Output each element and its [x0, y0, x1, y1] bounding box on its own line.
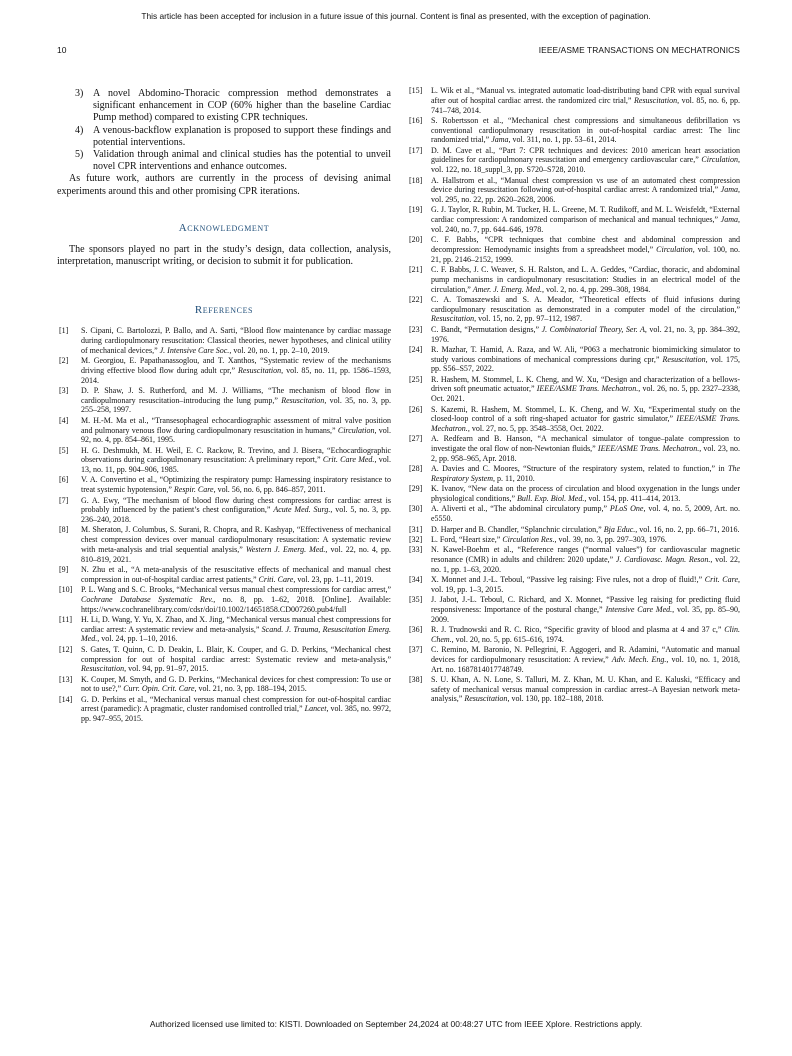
reference-details: , vol. 175, pp. S56–S57, 2022. [431, 354, 740, 374]
reference-number: [20] [409, 235, 423, 245]
reference-text: A. Redfearn and B. Hanson, “A mechanical simulator of tongue–palate compression to investigate the oral flow of non-Newtonian fluids,” [431, 434, 740, 454]
reference-number: [16] [409, 115, 423, 125]
reference-text: P. L. Wang and S. C. Brooks, “Mechanical versus manual chest compressions for cardiac arrest,” [81, 585, 391, 595]
reference-number: [27] [409, 434, 423, 444]
item-text: Validation through animal and clinical studies has the potential to unveil novel CPR interventions and enhance outcomes. [93, 149, 391, 173]
reference-details: , vol. 20, no. 1, pp. 2–10, 2019. [229, 345, 330, 355]
reference-item [57, 475, 391, 495]
reference-text: X. Monnet and J.-L. Teboul, “Passive leg raising: Five rules, not a drop of fluid!,” [431, 575, 705, 585]
reference-number: [15] [409, 86, 423, 95]
reference-details: , vol. 295, no. 22, pp. 2620–2628, 2006. [431, 185, 740, 205]
reference-number: [7] [59, 495, 69, 505]
reference-venue: Criti. Care [258, 574, 294, 584]
reference-details: , vol. 85, no. 6, pp. 741–748, 2014. [431, 95, 740, 115]
reference-details: , vol. 100, no. 21, pp. 2146–2152, 1999. [431, 244, 740, 264]
reference-item [57, 645, 391, 674]
reference-details: , vol. 4, no. 5, 2009, Art. no. e5550. [431, 504, 740, 524]
reference-item [57, 565, 391, 585]
license-footer: Authorized licensed use limited to: KISTI. Downloaded on September 24,2024 at 00:48:27 UTC from IEEE Xplore. Restrictions apply. [149, 1019, 643, 1029]
reference-text: C. Remino, M. Baronio, N. Pellegrini, F. Aggogeri, and R. Adamini, “Automatic and manual devices for cardiopulmonary resuscitation: A review,” [431, 645, 740, 664]
reference-number: [13] [59, 674, 73, 684]
reference-venue: Amer. J. Emerg. Med. [472, 284, 543, 294]
reference-item [57, 446, 391, 475]
reference-details: , vol. 13, no. 11, pp. 904–906, 1985. [81, 455, 392, 475]
reference-details: , vol. 35, pp. 85–90, 2009. [431, 604, 740, 624]
reference-text: A. Hallstrom et al., “Manual chest compression vs use of an automated chest compression device during resuscitation following out-of-hospital cardiac arrest: A randomized trial,” [431, 175, 740, 195]
reference-text: H. Li, D. Wang, Y. Yu, X. Zhao, and X. Jing, “Mechanical versus manual chest compressions for cardiac arrest: A systematic review and meta-analysis,” [81, 614, 391, 634]
reference-item [407, 504, 740, 524]
reference-text: A. Aliverti et al., “The abdominal circulatory pump,” [431, 504, 610, 514]
reference-number: [8] [59, 525, 69, 535]
reference-venue: Adv. Mech. Eng. [611, 654, 667, 664]
reference-number: [22] [409, 294, 423, 304]
reference-number: [35] [409, 595, 423, 605]
reference-number: [3] [59, 385, 69, 395]
reference-item [407, 295, 740, 324]
item-text: A novel Abdomino-Thoracic compression method demonstrates a significant enhancement in COP (60% higher than the baseline Cardiac Pump method) compared to existing CPR techniques. [93, 88, 391, 124]
reference-number: [21] [409, 265, 423, 275]
reference-item [57, 416, 391, 445]
reference-item [407, 675, 740, 704]
reference-number: [19] [409, 205, 423, 215]
reference-text: D. M. Cave et al., “Part 7: CPR techniques and devices: 2010 american heart association guidelines for cardiopulmonary resuscitation and emergency cardiovascular care,” [431, 145, 740, 165]
reference-details: , vol. 21, no. 3, pp. 188–194, 2015. [194, 684, 307, 694]
reference-list-left [57, 326, 391, 724]
reference-text: K. Ivanov, “New data on the process of circulation and blood oxygenation in the lungs under physiological conditions,” [431, 484, 740, 504]
reference-details: , vol. 94, pp. 91–97, 2015. [124, 664, 209, 674]
reference-venue: Bull. Exp. Biol. Med. [517, 494, 585, 504]
reference-venue: Bja Educ. [603, 524, 636, 534]
reference-text: K. Couper, M. Smyth, and G. D. Perkins, “Mechanical devices for chest compression: To use or not to use?,” [81, 674, 391, 694]
reference-details: , vol. 26, no. 5, pp. 2327–2338, Oct. 2021. [431, 384, 740, 404]
reference-number: [17] [409, 145, 423, 155]
reference-details: , vol. 240, no. 7, pp. 644–646, 1978. [431, 215, 740, 234]
reference-venue: Crit. Care Med. [322, 455, 375, 465]
reference-number: [18] [409, 175, 423, 185]
reference-details: , vol. 5, no. 3, pp. 236–240, 2018. [81, 505, 391, 525]
reference-details: , vol. 27, no. 5, pp. 3548–3558, Oct. 2022. [467, 424, 604, 434]
reference-text: R. J. Trudnowski and R. C. Rico, “Specific gravity of blood and plasma at 4 and 37 c,” [431, 624, 725, 634]
reference-item [407, 265, 740, 294]
reference-item [407, 575, 740, 595]
reference-number: [14] [59, 694, 73, 704]
reference-details: , p. 11, 2010. [493, 473, 535, 483]
reference-number: [26] [409, 404, 423, 414]
reference-number: [25] [409, 374, 423, 384]
reference-venue: Circulation [337, 425, 375, 435]
item-text: A venous-backflow explanation is proposed to support these findings and potential interventions. [93, 124, 391, 148]
reference-number: [12] [59, 644, 73, 654]
acknowledgment-heading: Acknowledgment [178, 221, 270, 234]
reference-number: [38] [409, 674, 423, 684]
reference-text: J. Jabot, J.-L. Teboul, C. Richard, and X. Monnet, “Passive leg raising for predicting fluid responsiveness: Importance of the postural change,” [431, 595, 740, 614]
reference-venue: Curr. Opin. Crit. Care [123, 684, 195, 694]
right-column [407, 86, 740, 705]
item-number: 5) [75, 149, 84, 161]
reference-text: A. Davies and C. Moores, “Structure of the respiratory system, related to function,” in [431, 464, 728, 474]
reference-item [407, 625, 740, 645]
reference-text: V. A. Convertino et al., “Optimizing the respiratory pump: Harnessing inspiratory resistance to treat systemic hypotension,” [81, 475, 391, 495]
reference-text: H. G. Deshmukh, M. H. Weil, E. C. Rackow, R. Trevino, and J. Bisera, “Echocardiographic observations during cardiopulmonary resuscitation: A preliminary report,” [81, 445, 391, 465]
reference-item [407, 176, 740, 205]
reference-item [57, 496, 391, 525]
reference-number: [33] [409, 545, 423, 555]
reference-item [407, 345, 740, 374]
reference-number: [11] [59, 614, 73, 624]
page-number: 10 [57, 45, 67, 55]
reference-item [407, 205, 740, 234]
reference-venue: Resuscitation [81, 664, 125, 674]
reference-details: , vol. 92, no. 4, pp. 854–861, 1995. [81, 425, 391, 445]
reference-details: , vol. 154, pp. 411–414, 2013. [584, 494, 681, 504]
reference-venue: J. Intensive Care Soc. [159, 345, 230, 355]
left-column [57, 88, 391, 725]
reference-number: [5] [59, 445, 69, 455]
reference-venue: Resuscitation [281, 395, 325, 405]
reference-item [57, 525, 391, 564]
reference-venue: Circulation [701, 155, 738, 165]
reference-item [407, 325, 740, 345]
reference-item [407, 434, 740, 463]
reference-text: C. F. Babbs, J. C. Weaver, S. H. Ralston, and L. A. Geddes, “Cardiac, thoracic, and abdominal pump mechanisms in cardiopulmonary resuscitation: Studies in an electrical model of the circulation,” [431, 265, 740, 294]
reference-item [57, 386, 391, 415]
reference-venue: Resuscitation [634, 95, 678, 105]
acknowledgment-text: The sponsors played no part in the study’s design, data collection, analysis, interpretation, manuscript writing, or decision to submit it for publication. [57, 243, 391, 268]
reference-text: M. H.-M. Ma et al., “Transesophageal echocardiographic assessment of mitral valve position and pulmonary venous flow during cardiopulmonary resuscitation in humans,” [81, 415, 391, 435]
reference-details: , vol. 39, no. 3, pp. 297–303, 1976. [554, 534, 667, 544]
item-number: 4) [75, 124, 84, 136]
reference-text: S. Kazemi, R. Hashem, M. Stommel, L. K. Cheng, and W. Xu, “Experimental study on the closed-loop control of a soft ring-shaped actuator for gastric simulator,” [431, 404, 740, 424]
reference-item [407, 535, 740, 545]
reference-number: [32] [409, 534, 423, 544]
reference-details: , vol. 19, pp. 1–3, 2015. [431, 575, 740, 594]
reference-details: , vol. 35, no. 3, pp. 255–258, 1997. [81, 395, 391, 415]
reference-item [407, 86, 740, 115]
reference-venue: J. Cardiovasc. Magn. Reson. [615, 554, 711, 564]
reference-details: , vol. 130, pp. 182–188, 2018. [507, 694, 604, 704]
item-number: 3) [75, 88, 84, 99]
reference-number: [37] [409, 645, 423, 655]
reference-text: L. Ford, “Heart size,” [431, 534, 503, 544]
reference-text: S. Cipani, C. Bartolozzi, P. Ballo, and A. Sarti, “Blood flow maintenance by cardiac massage during cardiopulmonary resuscitation: Classical theories, newer hypotheses, and clinical utility of mechanical devices,” [81, 326, 391, 355]
reference-venue: Respir. Care [173, 485, 214, 495]
future-work-paragraph: As future work, authors are currently in the process of devising animal experiments around this and other promising CPR iterations. [57, 173, 391, 197]
reference-details: , vol. 23, pp. 1–11, 2019. [293, 574, 374, 584]
list-item [57, 125, 391, 149]
reference-text: N. Kawel-Boehm et al., “Reference ranges (“normal values”) for cardiovascular magnetic resonance (CMR) in adults and children: 2020 update,” [431, 545, 740, 564]
reference-venue: Resuscitation [662, 354, 706, 364]
reference-item [57, 326, 391, 355]
reference-item [407, 595, 740, 624]
reference-text: N. Zhu et al., “A meta-analysis of the resuscitative effects of mechanical and manual chest compression in out-of-hospital cardiac arrest patients,” [81, 564, 391, 584]
reference-venue: PLoS One [609, 504, 644, 514]
reference-details: , no. 8, pp. 1–62, 2018. [Online]. Available: https://www.cochranelibrary.com/cdsr/doi/10.1002/14651858.CD007260.pub4/full [81, 594, 391, 614]
reference-item [407, 375, 740, 404]
reference-venue: The Respiratory System [431, 464, 740, 483]
list-item [57, 88, 391, 125]
reference-details: , vol. 85, no. 11, pp. 1586–1593, 2014. [81, 365, 391, 385]
reference-details: , vol. 10, no. 1, 2018, Art. no. 1687814017748749. [431, 654, 741, 674]
reference-text: G. A. Ewy, “The mechanism of blood flow during chest compressions for cardiac arrest is probably influenced by the patient’s chest configuration,” [81, 495, 391, 515]
reference-item [407, 545, 740, 574]
reference-venue: Resuscitation [464, 694, 508, 704]
reference-number: [31] [409, 524, 423, 534]
reference-venue: Acute Med. Surg. [273, 505, 331, 515]
reference-number: [36] [409, 624, 423, 634]
reference-text: S. Gates, T. Quinn, C. D. Deakin, L. Blair, K. Couper, and G. D. Perkins, “Mechanical chest compression for out of hospital cardiac arrest: Systematic review and meta-analysis,” [81, 644, 391, 664]
reference-list-right [407, 86, 740, 704]
reference-details: , vol. 16, no. 2, pp. 66–71, 2016. [635, 524, 740, 534]
reference-text: D. P. Shaw, J. S. Rutherford, and M. J. Williams, “The mechanism of blood flow in cardiopulmonary resuscitation–introducing the lung pump,” [81, 385, 391, 405]
reference-item [57, 675, 391, 695]
reference-text: C. F. Babbs, “CPR techniques that combine chest and abdominal compression and decompression: Hemodynamic insights from a spreadsheet model,” [431, 235, 740, 254]
reference-venue: Intensive Care Med. [605, 604, 673, 614]
reference-item [57, 695, 391, 724]
reference-item [407, 464, 740, 484]
reference-text: L. Wik et al., “Manual vs. integrated automatic load-distributing band CPR with equal survival after out of hospital cardiac arrest. the randomized circ trial,” [431, 86, 740, 105]
reference-text: M. Sheraton, J. Columbus, S. Surani, R. Chopra, and R. Kashyap, “Effectiveness of mechanical chest compression devices over manual cardiopulmonary resuscitation: A systematic review with meta-analysis and trial sequential analysis,” [81, 525, 391, 554]
reference-venue: IEEE/ASME Trans. Mechatron. [536, 384, 639, 394]
reference-item [57, 356, 391, 385]
reference-venue: IEEE/ASME Trans. Mechatron. [597, 444, 700, 454]
reference-text: S. U. Khan, A. N. Lone, S. Talluri, M. Z. Khan, M. U. Khan, and E. Kaluski, “Efficacy and safety of mechanical versus manual compression in cardiac arrest–A Bayesian network meta-analysis,” [431, 674, 740, 704]
reference-venue: Resuscitation [238, 365, 282, 375]
reference-details: , vol. 23, no. 2, pp. 958–965, Apr. 2018. [431, 444, 740, 463]
acceptance-notice: This article has been accepted for inclusion in a future issue of this journal. Content is final as presented, with the exception of pagination. [141, 11, 651, 21]
reference-text: S. Robertsson et al., “Mechanical chest compressions and simultaneous defibrillation vs conventional cardiopulmonary resuscitation in out-of-hospital cardiac arrest: The linc randomized trial,” [431, 115, 740, 145]
reference-text: C. Bandt, “Permutation designs,” [431, 324, 542, 334]
reference-venue: Jama [491, 135, 509, 145]
reference-text: R. Hashem, M. Stommel, L. K. Cheng, and W. Xu, “Design and characterization of a bellows-driven soft pneumatic actuator,” [431, 374, 740, 394]
reference-text: D. Harper and B. Chandler, “Splanchnic circulation,” [431, 524, 604, 534]
reference-venue: Circulation Res. [502, 534, 555, 544]
reference-number: [10] [59, 585, 73, 595]
reference-number: [24] [409, 344, 423, 354]
reference-text: R. Mazhar, T. Hamid, A. Raza, and W. Ali, “P063 a mechatronic biomimicking simulator to study various combinations of mechanical compressions during cpr,” [431, 344, 740, 364]
reference-item [407, 116, 740, 145]
reference-text: M. Georgiou, E. Papathanassoglou, and T. Xanthos, “Systematic review of the mechanisms driving effective blood flow during adult cpr,” [81, 356, 391, 375]
reference-venue: Clin. Chem. [431, 624, 740, 644]
reference-venue: Circulation [656, 244, 693, 254]
reference-details: , vol. 2, no. 4, pp. 299–308, 1984. [542, 284, 651, 294]
reference-venue: Jama [720, 185, 738, 195]
reference-details: , vol. 22, no. 4, pp. 810–819, 2021. [81, 544, 391, 564]
reference-venue: Scand. J. Trauma, Resuscitation Emerg. Med. [81, 624, 391, 644]
reference-text: C. A. Tomaszewski and S. A. Meador, “Theoretical effects of fluid infusions during cardiopulmonary resuscitation as demonstrated in a computer model of the circulation,” [431, 294, 740, 314]
reference-item [407, 146, 740, 175]
reference-number: [34] [409, 575, 423, 585]
reference-venue: Cochrane Database Systematic Rev. [81, 594, 214, 604]
reference-item [57, 615, 391, 644]
reference-venue: Western J. Emerg. Med. [245, 544, 326, 554]
list-item [57, 149, 391, 173]
reference-number: [1] [59, 326, 69, 336]
reference-details: , vol. 311, no. 1, pp. 53–61, 2014. [508, 135, 617, 145]
reference-details: , vol. 24, pp. 1–10, 2016. [97, 634, 178, 644]
reference-number: [23] [409, 324, 423, 334]
references-heading: References [194, 304, 254, 317]
reference-item [407, 645, 740, 674]
reference-details: , vol. 385, no. 9972, pp. 947–955, 2015. [81, 704, 391, 724]
reference-details: , vol. 20, no. 5, pp. 615–616, 1974. [451, 634, 564, 644]
reference-text: G. J. Taylor, R. Rubin, M. Tucker, H. L. Greene, M. T. Rudikoff, and M. L. Weisfeldt, “External cardiac compression: A randomized comparison of mechanical and manual techniques,” [431, 205, 740, 225]
reference-details: , vol. 21, no. 3, pp. 384–392, 1976. [431, 324, 740, 344]
reference-venue: IEEE/ASME Trans. Mechatron. [431, 414, 740, 434]
reference-venue: Lancet [304, 704, 327, 714]
reference-item [407, 525, 740, 535]
reference-venue: Jama [720, 215, 738, 225]
reference-venue: Crit. Care [704, 575, 738, 585]
reference-number: [28] [409, 464, 423, 474]
reference-number: [2] [59, 356, 69, 366]
reference-venue: J. Combinatorial Theory, Ser. A [541, 324, 645, 334]
reference-item [57, 585, 391, 614]
contribution-list [57, 88, 391, 173]
reference-text: G. D. Perkins et al., “Mechanical versus manual chest compression for out-of-hospital cardiac arrest (paramedic): A pragmatic, cluster randomised controlled trial,” [81, 694, 391, 714]
reference-number: [30] [409, 504, 423, 514]
reference-number: [6] [59, 475, 69, 485]
reference-item [407, 484, 740, 504]
reference-number: [29] [409, 484, 423, 494]
reference-details: , vol. 15, no. 2, pp. 97–112, 1987. [474, 314, 583, 324]
reference-details: , vol. 122, no. 18_suppl_3, pp. S720–S728, 2010. [431, 155, 740, 175]
reference-venue: Resuscitation [431, 314, 475, 324]
reference-item [407, 235, 740, 264]
reference-item [407, 405, 740, 434]
reference-details: , vol. 56, no. 6, pp. 846–857, 2011. [213, 485, 326, 495]
reference-number: [9] [59, 564, 69, 574]
reference-number: [4] [59, 415, 69, 425]
reference-details: , vol. 22, no. 1, pp. 1–63, 2020. [431, 554, 740, 574]
journal-title: IEEE/ASME TRANSACTIONS ON MECHATRONICS [538, 45, 740, 55]
